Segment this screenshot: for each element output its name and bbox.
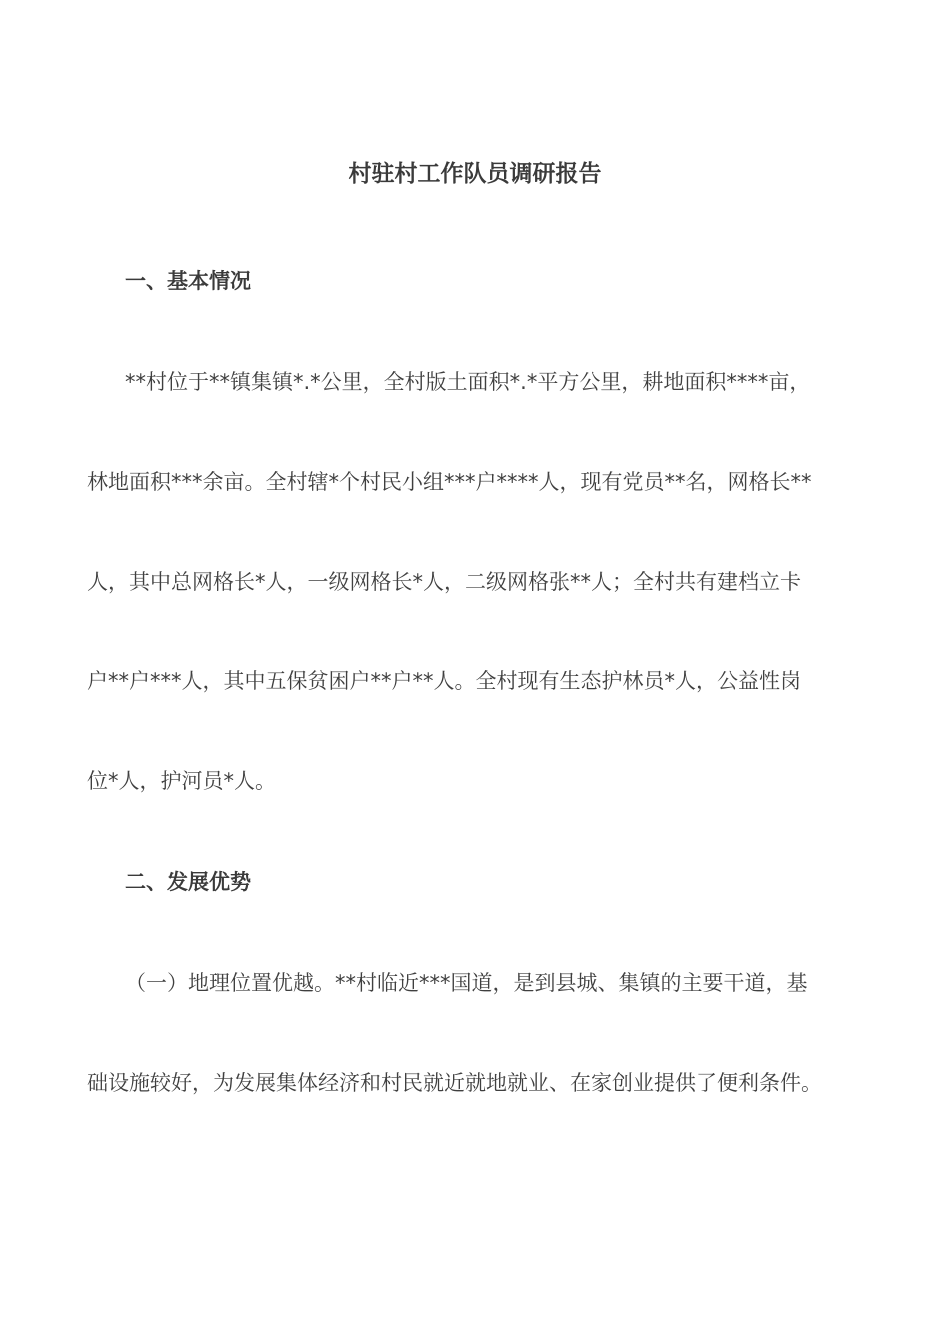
paragraph-line: 户**户***人，其中五保贫困户**户**人。全村现有生态护林员*人，公益性岗 (87, 669, 801, 693)
paragraph-line: **村位于**镇集镇*.*公里，全村版土面积*.*平方公里，耕地面积****亩， (125, 370, 811, 394)
paragraph-line: （一）地理位置优越。**村临近***国道，是到县城、集镇的主要干道，基 (125, 971, 808, 995)
paragraph-line: 位*人，护河员*人。 (87, 769, 276, 793)
paragraph-line: 林地面积***余亩。全村辖*个村民小组***户****人，现有党员**名，网格长** (87, 470, 812, 494)
section-heading-advantages: 二、发展优势 (125, 870, 251, 894)
paragraph-line: 人，其中总网格长*人，一级网格长*人，二级网格张**人；全村共有建档立卡 (87, 570, 801, 594)
section-heading-basic-info: 一、基本情况 (125, 269, 251, 293)
document-title: 村驻村工作队员调研报告 (348, 161, 602, 187)
paragraph-line: 础设施较好，为发展集体经济和村民就近就地就业、在家创业提供了便利条件。 (87, 1071, 822, 1095)
